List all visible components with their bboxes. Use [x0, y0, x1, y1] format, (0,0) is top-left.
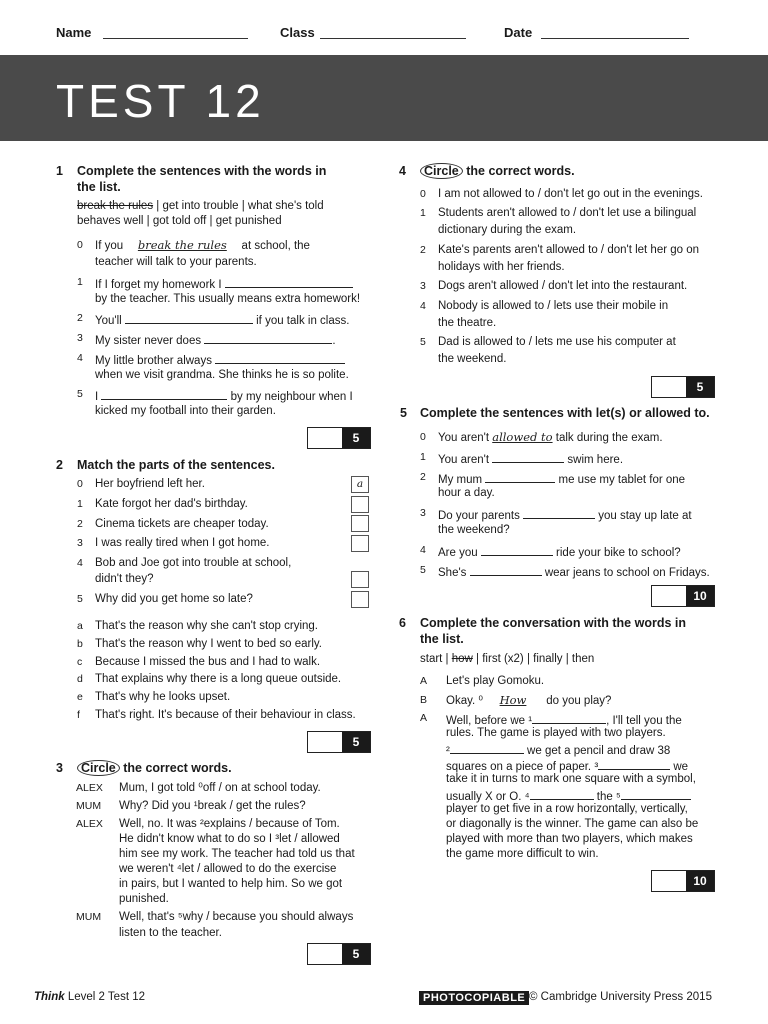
- answer-box[interactable]: a: [351, 476, 369, 493]
- section-6-title: 6 Complete the conversation with the words in the list.: [399, 616, 687, 646]
- word-list: start | how | first (x2) | finally | then: [420, 653, 595, 665]
- section-3-title: 3 Circle the correct words.: [56, 761, 232, 775]
- answer-blank[interactable]: [450, 741, 524, 754]
- answer-blank[interactable]: [470, 563, 542, 576]
- example-answer: allowed to: [492, 430, 553, 444]
- answer-blank[interactable]: [492, 450, 564, 463]
- list-item: 4 Nobody is allowed to / lets use their mobile in: [420, 300, 669, 312]
- score-box[interactable]: 10: [651, 585, 715, 607]
- answer-blank[interactable]: [215, 351, 345, 364]
- answer-blank[interactable]: [225, 275, 353, 288]
- answer-blank[interactable]: [485, 470, 555, 483]
- example-answer: How: [499, 693, 527, 707]
- class-field[interactable]: [320, 24, 466, 39]
- list-item: 4 My little brother always: [95, 351, 345, 369]
- list-item: 2 My mum me use my tablet for one: [420, 471, 686, 486]
- list-item: 3 My sister never does .: [77, 332, 336, 347]
- date-field[interactable]: [541, 24, 689, 39]
- list-item: e That's why he looks upset.: [77, 691, 231, 703]
- answer-box[interactable]: [351, 571, 369, 588]
- list-item: b That's the reason why I went to bed so early.: [77, 638, 322, 650]
- answer-blank[interactable]: [125, 311, 253, 324]
- list-item: c Because I missed the bus and I had to walk.: [77, 656, 321, 668]
- photocopiable-badge: PHOTOCOPIABLE: [419, 991, 529, 1005]
- list-item: 5 I by my neighbour when I: [77, 388, 353, 403]
- section-2-title: 2 Match the parts of the sentences.: [56, 458, 275, 472]
- list-item: 3 Do your parents you stay up late at: [420, 507, 692, 522]
- answer-blank[interactable]: [481, 543, 553, 556]
- answer-blank[interactable]: [532, 711, 606, 724]
- list-item: 0 If you break the rules at school, the: [77, 238, 310, 252]
- list-item: 3 I was really tired when I got home.: [77, 537, 270, 549]
- example-answer: break the rules: [137, 238, 227, 252]
- answer-box[interactable]: [351, 515, 369, 532]
- list-item: 1 Kate forgot her dad's birthday.: [77, 498, 248, 510]
- list-item: 1 If I forget my homework I: [95, 275, 353, 293]
- score-box[interactable]: 5: [307, 427, 371, 449]
- score-box[interactable]: 10: [651, 870, 715, 892]
- class-label: Class: [280, 25, 315, 40]
- list-item: 4 Are you ride your bike to school?: [420, 544, 681, 559]
- answer-blank[interactable]: [523, 506, 595, 519]
- answer-box[interactable]: [351, 496, 369, 513]
- answer-blank[interactable]: [101, 387, 227, 400]
- list-item: 1 You aren't swim here.: [420, 451, 624, 466]
- list-item: 0 I am not allowed to / don't let go out in the evenings.: [420, 188, 703, 200]
- name-field[interactable]: [103, 24, 248, 39]
- list-item: 2 You'll if you talk in class.: [77, 312, 350, 327]
- word-list: break the rules | get into trouble | what she's told: [77, 200, 324, 212]
- answer-box[interactable]: [351, 591, 369, 608]
- list-item: d That explains why there is a long queue outside.: [77, 673, 342, 685]
- list-item: a That's the reason why she can't stop crying.: [77, 620, 319, 632]
- section-5-title: Complete the sentences with let(s) or allowed to.: [420, 406, 710, 420]
- answer-blank[interactable]: [621, 787, 691, 800]
- score-box[interactable]: 5: [307, 943, 371, 965]
- page-title: TEST 12: [56, 75, 265, 127]
- copyright: © Cambridge University Press 2015: [529, 991, 712, 1003]
- list-item: 5 Dad is allowed to / lets me use his computer at: [420, 336, 676, 348]
- answer-blank[interactable]: [598, 757, 670, 770]
- answer-box[interactable]: [351, 535, 369, 552]
- name-label: Name: [56, 25, 92, 40]
- section-5-number: 5: [400, 406, 407, 420]
- list-item: 1 Students aren't allowed to / don't let use a bilingual: [420, 207, 697, 219]
- score-box[interactable]: 5: [307, 731, 371, 753]
- list-item: 0 Her boyfriend left her.: [77, 478, 205, 490]
- answer-blank[interactable]: [530, 787, 594, 800]
- list-item: 0 You aren't allowed to talk during the exam.: [420, 430, 663, 444]
- list-item: 5 She's wear jeans to school on Fridays.: [420, 564, 710, 579]
- list-item: 5 Why did you get home so late?: [77, 593, 253, 605]
- answer-blank[interactable]: [204, 331, 332, 344]
- list-item: 3 Dogs aren't allowed / don't let into the restaurant.: [420, 280, 688, 292]
- list-item: f That's right. It's because of their behaviour in class.: [77, 709, 356, 721]
- footer-label: Think Level 2 Test 12: [34, 991, 146, 1003]
- score-box[interactable]: 5: [651, 376, 715, 398]
- list-item: 4 Bob and Joe got into trouble at school,: [77, 557, 292, 569]
- section-4-title: 4 Circle the correct words.: [399, 164, 575, 178]
- date-label: Date: [504, 25, 533, 40]
- section-1-title: 1 Complete the sentences with the words in the list.: [56, 164, 327, 194]
- list-item: 2 Kate's parents aren't allowed to / don't let her go on: [420, 244, 700, 256]
- word-list-line-2: behaves well | got told off | get punished: [77, 215, 282, 227]
- list-item: 2 Cinema tickets are cheaper today.: [77, 518, 269, 530]
